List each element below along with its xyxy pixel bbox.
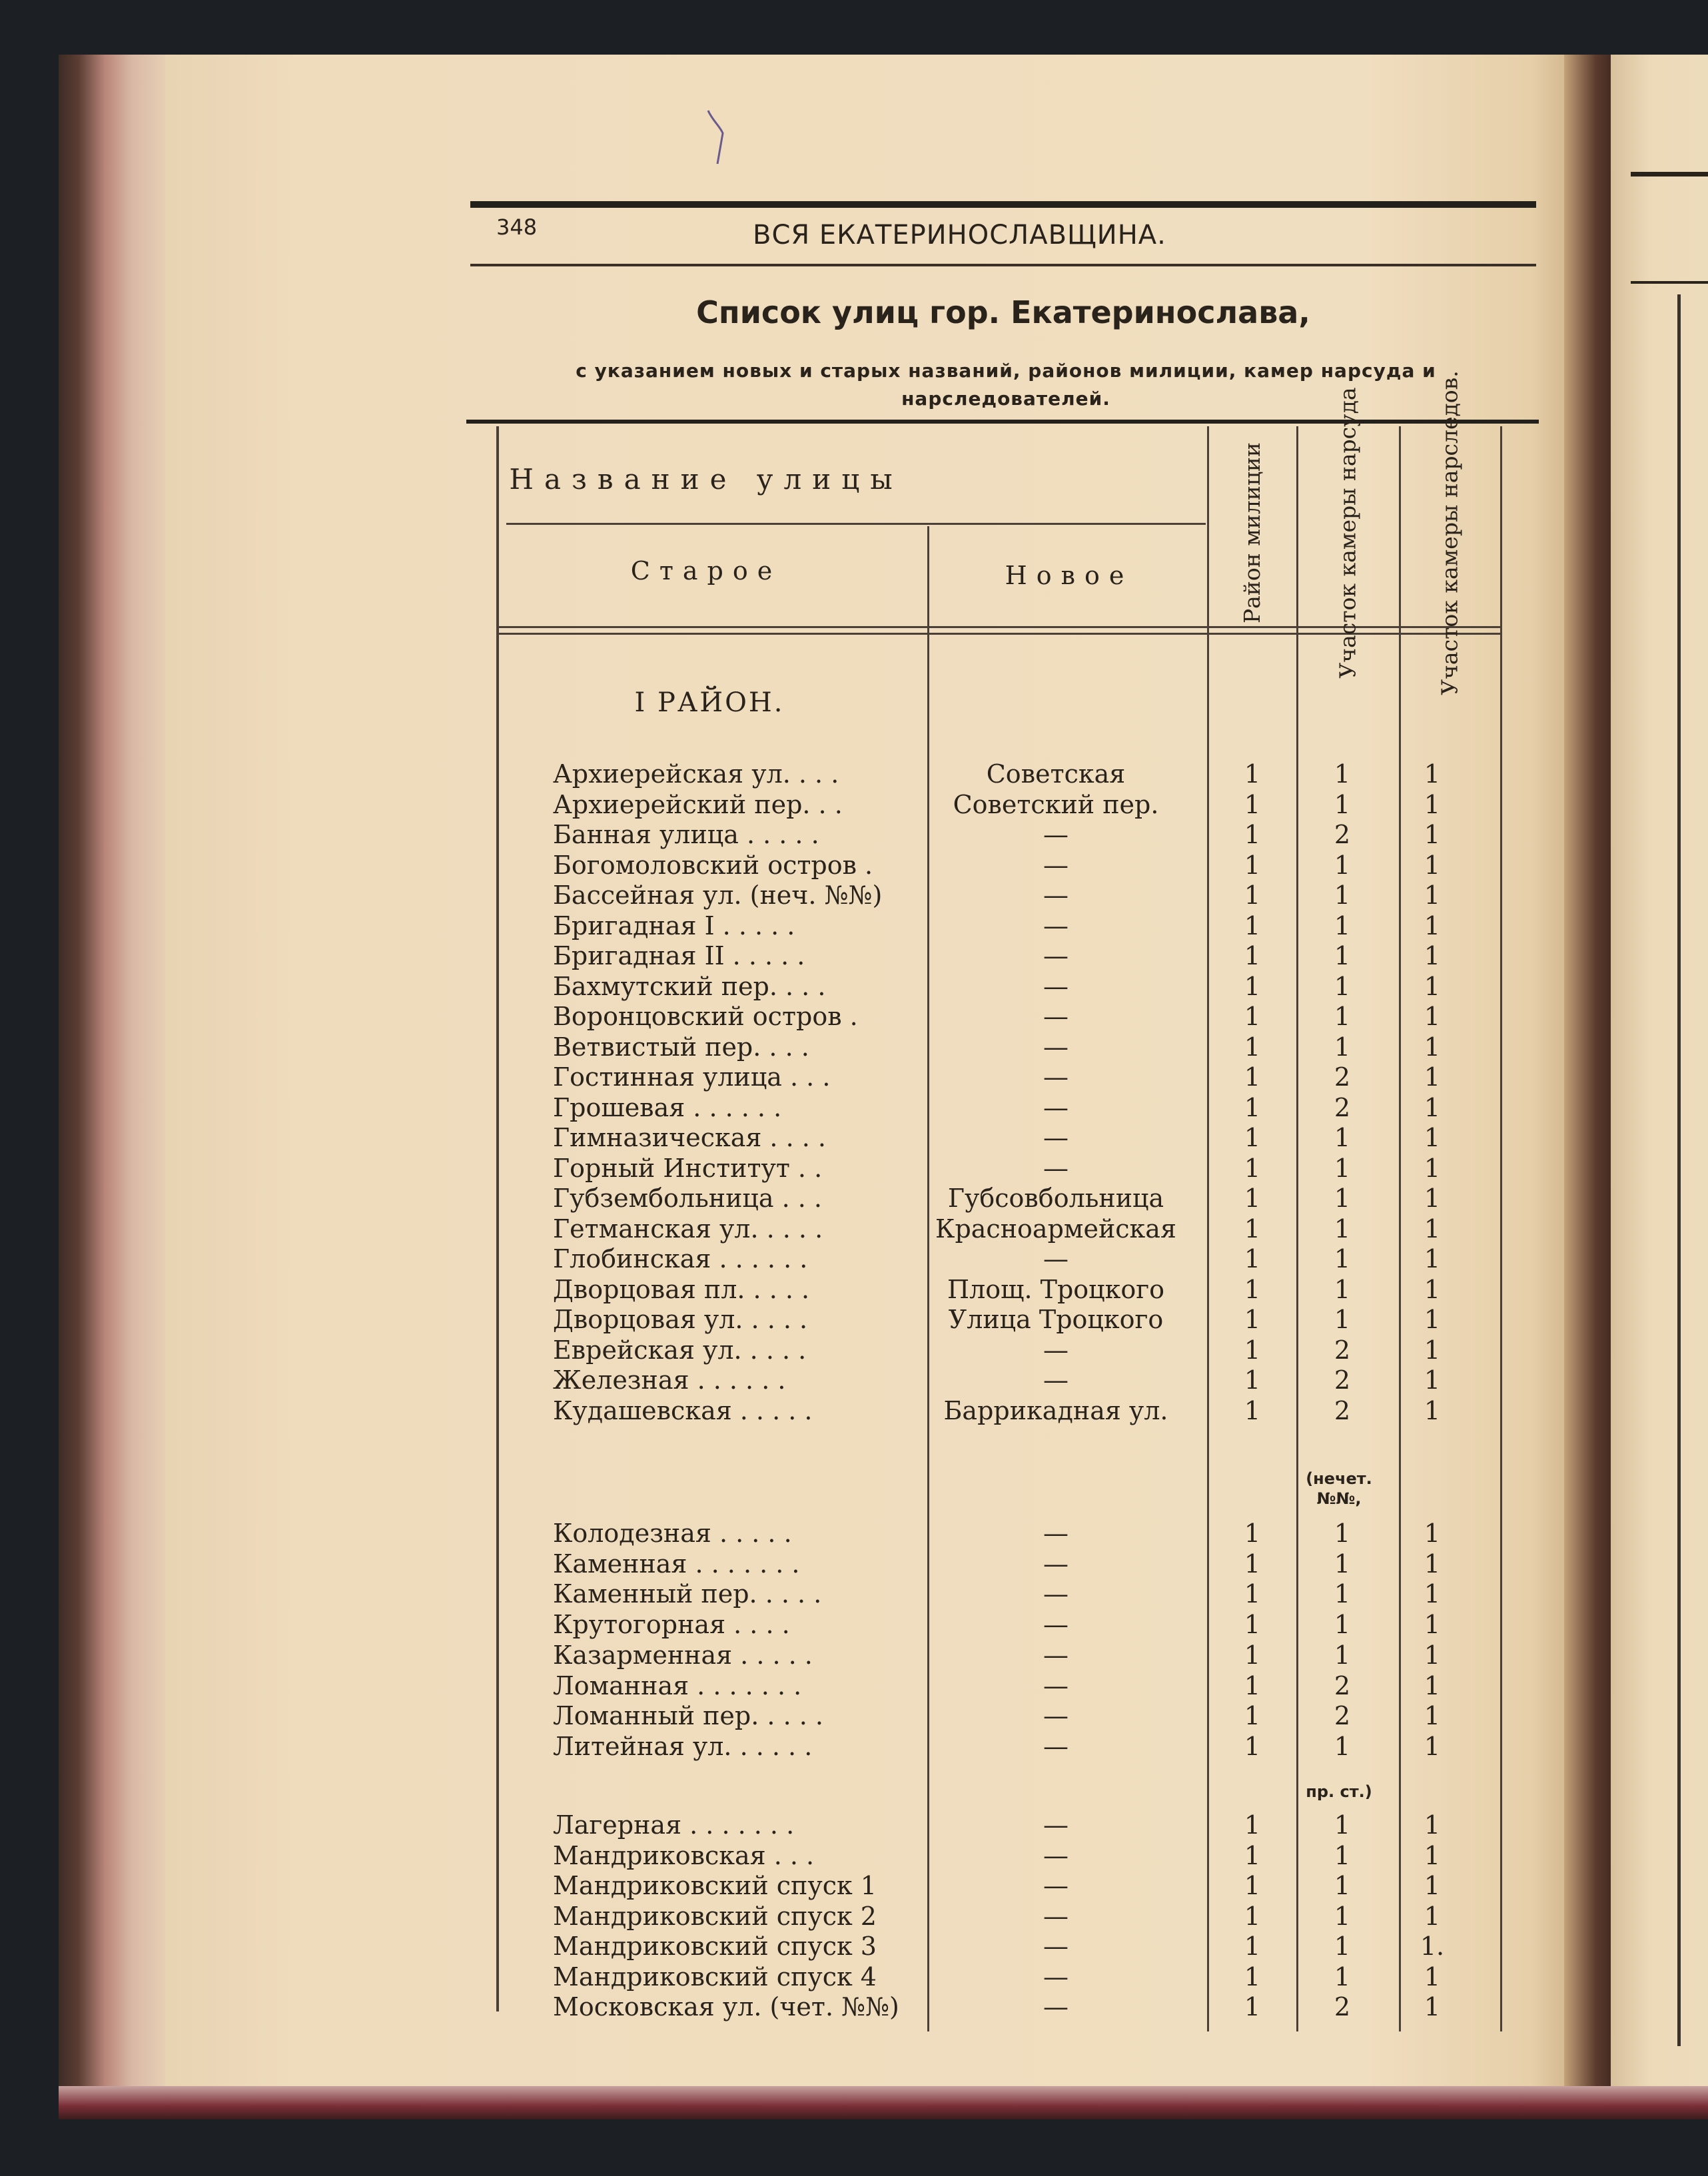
street-new-name: — [1043, 1871, 1068, 1900]
investigator-chamber-cell: 1 [1424, 820, 1441, 849]
investigator-chamber-cell: 1 [1424, 1901, 1441, 1931]
page-number: 348 [496, 214, 538, 240]
street-new-name: — [1043, 1840, 1068, 1870]
street-old-name: Еврейская ул. . . . . [553, 1335, 807, 1365]
street-new-name: — [1043, 941, 1068, 970]
street-old-name: Губзембольница . . . [553, 1184, 822, 1213]
investigator-chamber-cell: 1 [1424, 1032, 1441, 1062]
street-old-name: Банная улица . . . . . [553, 820, 819, 849]
court-chamber-cell: 1 [1334, 1549, 1351, 1579]
court-chamber-cell: 1 [1334, 1731, 1351, 1761]
street-new-name: — [1043, 1670, 1068, 1700]
district-heading: I РАЙОН. [634, 687, 785, 718]
court-chamber-cell: 1 [1334, 1244, 1351, 1273]
street-old-name: Архиерейский пер. . . [553, 789, 843, 819]
court-chamber-cell: 1 [1334, 789, 1351, 819]
street-old-name: Глобинская . . . . . . [553, 1244, 808, 1273]
street-new-name: — [1043, 1579, 1068, 1609]
court-chamber-cell: 1 [1334, 1579, 1351, 1609]
court-chamber-cell: 1 [1334, 1810, 1351, 1840]
investigator-chamber-cell: 1 [1424, 971, 1441, 1001]
street-new-name: — [1043, 1335, 1068, 1365]
street-new-name: — [1043, 1810, 1068, 1840]
court-chamber-cell: 1 [1334, 941, 1351, 970]
militia-district-cell: 1 [1244, 1810, 1261, 1840]
court-chamber-cell: 1 [1334, 1519, 1351, 1548]
militia-district-cell: 1 [1244, 1640, 1261, 1670]
militia-district-cell: 1 [1244, 820, 1261, 849]
militia-district-cell: 1 [1244, 1670, 1261, 1700]
militia-district-cell: 1 [1244, 850, 1261, 880]
facing-page [1611, 55, 1708, 2119]
street-old-name: Лагерная . . . . . . . [553, 1810, 795, 1840]
investigator-chamber-cell: 1 [1424, 1123, 1441, 1152]
street-new-name: — [1043, 1002, 1068, 1031]
court-chamber-cell: 1 [1334, 1962, 1351, 1992]
court-chamber-cell: 2 [1334, 1335, 1351, 1365]
court-chamber-cell: 1 [1334, 1032, 1351, 1062]
militia-district-cell: 1 [1244, 1395, 1261, 1425]
militia-district-cell: 1 [1244, 1274, 1261, 1304]
investigator-chamber-cell: 1 [1424, 1214, 1441, 1244]
militia-district-cell: 1 [1244, 1305, 1261, 1334]
street-old-name: Ломанный пер. . . . . [553, 1701, 823, 1731]
investigator-chamber-cell: 1 [1424, 1579, 1441, 1609]
street-old-name: Мандриковская . . . [553, 1840, 815, 1870]
militia-district-cell: 1 [1244, 1062, 1261, 1092]
investigator-chamber-cell: 1 [1424, 1871, 1441, 1900]
militia-district-cell: 1 [1244, 1549, 1261, 1579]
investigator-chamber-cell: 1 [1424, 759, 1441, 789]
militia-district-cell: 1 [1244, 1840, 1261, 1870]
street-new-name: Советский пер. [953, 789, 1159, 819]
court-chamber-cell: 1 [1334, 1840, 1351, 1870]
street-old-name: Архиерейская ул. . . . [553, 759, 839, 789]
street-new-name: Баррикадная ул. [943, 1395, 1168, 1425]
militia-district-cell: 1 [1244, 1932, 1261, 1961]
militia-district-cell: 1 [1244, 759, 1261, 789]
investigator-chamber-cell: 1 [1424, 1731, 1441, 1761]
street-new-name: — [1043, 1731, 1068, 1761]
court-chamber-cell: 2 [1334, 1365, 1351, 1395]
investigator-chamber-cell: 1 [1424, 1062, 1441, 1092]
street-new-name: — [1043, 1992, 1068, 2021]
street-new-name: — [1043, 1153, 1068, 1183]
street-old-name: Каменный пер. . . . . [553, 1579, 822, 1609]
militia-district-cell: 1 [1244, 1992, 1261, 2021]
street-new-name: — [1043, 1610, 1068, 1640]
header-old-name: Старое [630, 556, 782, 585]
court-chamber-cell: 1 [1334, 759, 1351, 789]
investigator-chamber-cell: 1 [1424, 910, 1441, 940]
street-new-name: — [1043, 1549, 1068, 1579]
list-title: Список улиц гор. Екатеринослава, [696, 294, 1310, 330]
list-subtitle: с указанием новых и старых названий, районов милиции, камер нарсуда и нарследователей. [576, 360, 1436, 410]
street-old-name: Каменная . . . . . . . [553, 1549, 800, 1579]
street-old-name: Бригадная I . . . . . [553, 910, 795, 940]
court-chamber-cell: 1 [1334, 1184, 1351, 1213]
header-rule [470, 264, 1536, 266]
investigator-chamber-cell: 1 [1424, 1092, 1441, 1122]
court-chamber-cell: 1 [1334, 850, 1351, 880]
court-chamber-cell: 1 [1334, 1274, 1351, 1304]
street-new-name: — [1043, 910, 1068, 940]
street-new-name: Площ. Троцкого [947, 1274, 1165, 1304]
investigator-chamber-cell: 1 [1424, 1701, 1441, 1731]
militia-district-cell: 1 [1244, 1002, 1261, 1031]
militia-district-cell: 1 [1244, 910, 1261, 940]
street-old-name: Воронцовский остров . [553, 1002, 858, 1031]
court-chamber-cell: 1 [1334, 1871, 1351, 1900]
militia-district-cell: 1 [1244, 789, 1261, 819]
court-chamber-cell: 2 [1334, 820, 1351, 849]
pencil-mark [703, 107, 729, 169]
investigator-chamber-cell: 1. [1420, 1932, 1445, 1961]
investigator-chamber-cell: 1 [1424, 1962, 1441, 1992]
militia-district-cell: 1 [1244, 941, 1261, 970]
street-new-name: — [1043, 1640, 1068, 1670]
court-chamber-cell: 1 [1334, 1932, 1351, 1961]
investigator-chamber-cell: 1 [1424, 1519, 1441, 1548]
militia-district-cell: 1 [1244, 1153, 1261, 1183]
street-old-name: Дворцовая пл. . . . . [553, 1274, 810, 1304]
header-investigator-chamber: Участок камеры нарследов. [1437, 370, 1463, 695]
street-old-name: Бахмутский пер. . . . [553, 971, 826, 1001]
investigator-chamber-cell: 1 [1424, 1640, 1441, 1670]
running-head: ВСЯ ЕКАТЕРИНОСЛАВЩИНА. [753, 220, 1166, 250]
top-rule [470, 201, 1536, 208]
header-street-name: Название улицы [509, 463, 903, 496]
investigator-chamber-cell: 1 [1424, 1184, 1441, 1213]
investigator-chamber-cell: 1 [1424, 1002, 1441, 1031]
street-new-name: — [1043, 850, 1068, 880]
investigator-chamber-cell: 1 [1424, 1153, 1441, 1183]
street-old-name: Московская ул. (чет. №№) [553, 1992, 899, 2021]
street-new-name: Губсовбольница [947, 1184, 1164, 1213]
court-chamber-cell: 2 [1334, 1062, 1351, 1092]
street-new-name: — [1043, 1092, 1068, 1122]
militia-district-cell: 1 [1244, 971, 1261, 1001]
street-new-name: — [1043, 820, 1068, 849]
court-chamber-cell: 1 [1334, 1305, 1351, 1334]
street-old-name: Мандриковский спуск 1 [553, 1871, 877, 1900]
court-chamber-cell: 1 [1334, 1640, 1351, 1670]
header-new-name: Новое [1005, 561, 1134, 590]
court-chamber-cell: 1 [1334, 1901, 1351, 1931]
court-chamber-cell: 1 [1334, 910, 1351, 940]
street-old-name: Мандриковский спуск 2 [553, 1901, 877, 1931]
street-new-name: Улица Троцкого [948, 1305, 1164, 1334]
militia-district-cell: 1 [1244, 1610, 1261, 1640]
street-old-name: Гостинная улица . . . [553, 1062, 831, 1092]
militia-district-cell: 1 [1244, 1335, 1261, 1365]
militia-district-cell: 1 [1244, 881, 1261, 910]
street-old-name: Мандриковский спуск 3 [553, 1932, 877, 1961]
street-new-name: — [1043, 1032, 1068, 1062]
street-old-name: Бассейная ул. (неч. №№) [553, 881, 883, 910]
street-old-name: Железная . . . . . . [553, 1365, 786, 1395]
militia-district-cell: 1 [1244, 1901, 1261, 1931]
street-old-name: Бригадная II . . . . . [553, 941, 805, 970]
militia-district-cell: 1 [1244, 1962, 1261, 1992]
militia-district-cell: 1 [1244, 1032, 1261, 1062]
court-chamber-cell: 2 [1334, 1670, 1351, 1700]
militia-district-cell: 1 [1244, 1123, 1261, 1152]
investigator-chamber-cell: 1 [1424, 850, 1441, 880]
investigator-chamber-cell: 1 [1424, 1335, 1441, 1365]
investigator-chamber-cell: 1 [1424, 941, 1441, 970]
militia-district-cell: 1 [1244, 1184, 1261, 1213]
investigator-chamber-cell: 1 [1424, 1992, 1441, 2021]
header-court-chamber: Участок камеры нарсуда [1335, 387, 1361, 679]
court-note-right-side: пр. ст.) [1306, 1782, 1372, 1801]
street-new-name: — [1043, 1701, 1068, 1731]
militia-district-cell: 1 [1244, 1519, 1261, 1548]
militia-district-cell: 1 [1244, 1871, 1261, 1900]
militia-district-cell: 1 [1244, 1214, 1261, 1244]
investigator-chamber-cell: 1 [1424, 1395, 1441, 1425]
investigator-chamber-cell: 1 [1424, 1365, 1441, 1395]
street-old-name: Колодезная . . . . . [553, 1519, 792, 1548]
militia-district-cell: 1 [1244, 1731, 1261, 1761]
street-new-name: — [1043, 1062, 1068, 1092]
militia-district-cell: 1 [1244, 1092, 1261, 1122]
street-old-name: Грошевая . . . . . . [553, 1092, 782, 1122]
militia-district-cell: 1 [1244, 1244, 1261, 1273]
court-chamber-cell: 1 [1334, 881, 1351, 910]
street-new-name: — [1043, 881, 1068, 910]
court-chamber-cell: 2 [1334, 1701, 1351, 1731]
street-old-name: Гимназическая . . . . [553, 1123, 826, 1152]
investigator-chamber-cell: 1 [1424, 1810, 1441, 1840]
street-new-name: Красноармейская [935, 1214, 1176, 1244]
street-old-name: Гетманская ул. . . . . [553, 1214, 823, 1244]
court-chamber-cell: 2 [1334, 1992, 1351, 2021]
street-new-name: — [1043, 1962, 1068, 1992]
street-new-name: — [1043, 1519, 1068, 1548]
court-note-odd-numbers: (нечет. №№, [1306, 1469, 1372, 1508]
street-new-name: — [1043, 1932, 1068, 1961]
court-chamber-cell: 1 [1334, 1610, 1351, 1640]
militia-district-cell: 1 [1244, 1365, 1261, 1395]
street-old-name: Мандриковский спуск 4 [553, 1962, 877, 1992]
street-new-name: — [1043, 971, 1068, 1001]
street-new-name: — [1043, 1901, 1068, 1931]
page-bottom-edge [59, 2086, 1708, 2119]
investigator-chamber-cell: 1 [1424, 789, 1441, 819]
investigator-chamber-cell: 1 [1424, 1610, 1441, 1640]
street-old-name: Горный Институт . . [553, 1153, 823, 1183]
investigator-chamber-cell: 1 [1424, 1840, 1441, 1870]
investigator-chamber-cell: 1 [1424, 881, 1441, 910]
court-chamber-cell: 1 [1334, 1002, 1351, 1031]
investigator-chamber-cell: 1 [1424, 1549, 1441, 1579]
street-new-name: — [1043, 1365, 1068, 1395]
court-chamber-cell: 1 [1334, 1214, 1351, 1244]
investigator-chamber-cell: 1 [1424, 1670, 1441, 1700]
court-chamber-cell: 1 [1334, 971, 1351, 1001]
investigator-chamber-cell: 1 [1424, 1244, 1441, 1273]
militia-district-cell: 1 [1244, 1701, 1261, 1731]
street-new-name: Советская [986, 759, 1126, 789]
street-old-name: Богомоловский остров . [553, 850, 873, 880]
court-chamber-cell: 2 [1334, 1395, 1351, 1425]
investigator-chamber-cell: 1 [1424, 1305, 1441, 1334]
street-old-name: Ветвистый пер. . . . [553, 1032, 809, 1062]
table-top-rule [466, 420, 1539, 424]
investigator-chamber-cell: 1 [1424, 1274, 1441, 1304]
book-gutter [1564, 55, 1617, 2119]
street-new-name: — [1043, 1244, 1068, 1273]
court-chamber-cell: 1 [1334, 1123, 1351, 1152]
militia-district-cell: 1 [1244, 1579, 1261, 1609]
street-old-name: Казарменная . . . . . [553, 1640, 813, 1670]
street-old-name: Дворцовая ул. . . . . [553, 1305, 808, 1334]
header-militia-district: Район милиции [1239, 442, 1265, 624]
street-old-name: Кудашевская . . . . . [553, 1395, 813, 1425]
street-old-name: Литейная ул. . . . . . [553, 1731, 813, 1761]
court-chamber-cell: 1 [1334, 1153, 1351, 1183]
street-new-name: — [1043, 1123, 1068, 1152]
street-old-name: Крутогорная . . . . [553, 1610, 790, 1640]
street-old-name: Ломанная . . . . . . . [553, 1670, 802, 1700]
court-chamber-cell: 2 [1334, 1092, 1351, 1122]
